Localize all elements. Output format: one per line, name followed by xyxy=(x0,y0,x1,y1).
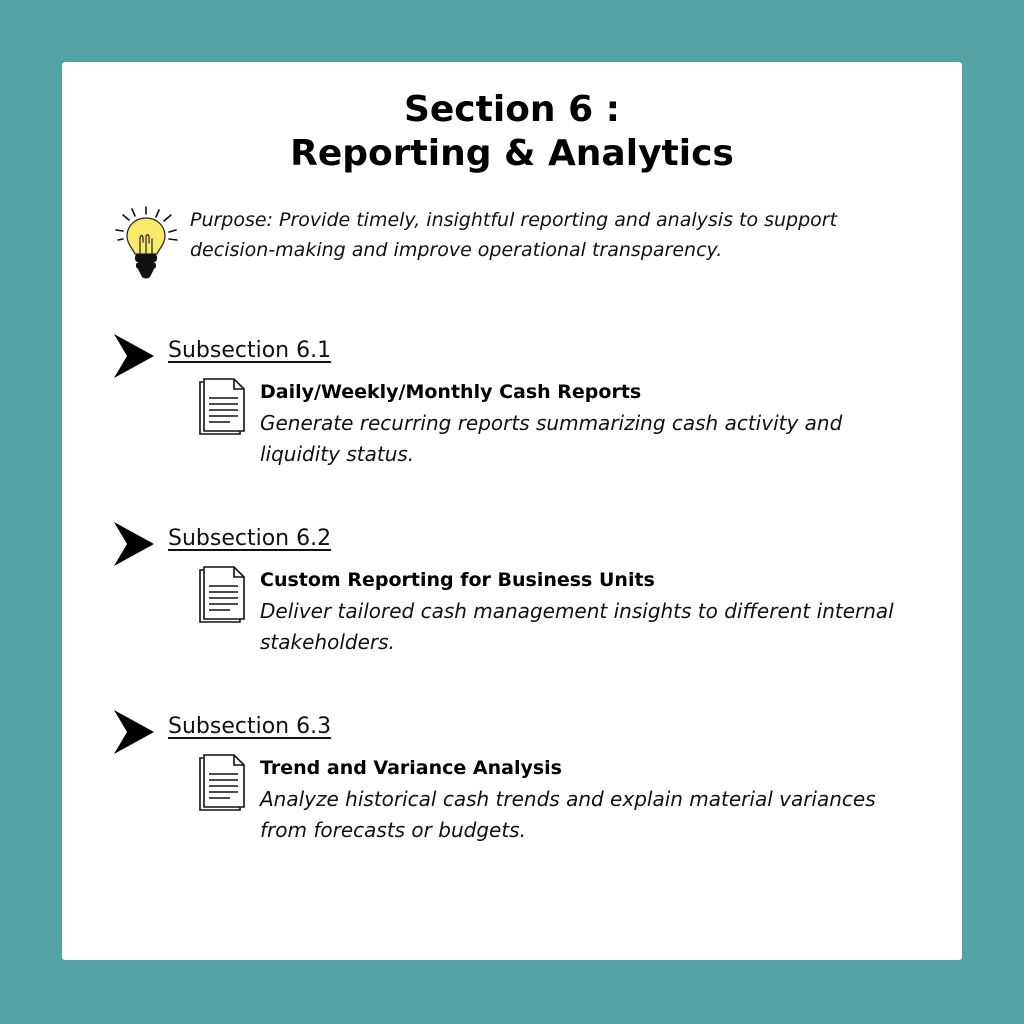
subsection-heading: Subsection 6.1 xyxy=(168,338,332,363)
title-line-2: Reporting & Analytics xyxy=(290,133,734,174)
item-description: Analyze historical cash trends and explain material variances from forecasts or budgets. xyxy=(260,787,876,842)
lightbulb-icon xyxy=(112,206,182,284)
subsection-heading: Subsection 6.2 xyxy=(168,526,332,551)
title-line-1: Section 6 : xyxy=(403,89,621,130)
page-title xyxy=(0,88,1024,176)
document-icon xyxy=(198,566,246,626)
purpose-text: Purpose: Provide timely, insightful reporting and analysis to support decision-making and improve operational transparency. xyxy=(190,209,838,261)
arrow-right-icon xyxy=(114,710,154,754)
item-title: Custom Reporting for Business Units xyxy=(260,569,655,591)
item-title: Trend and Variance Analysis xyxy=(260,757,562,779)
document-icon xyxy=(198,754,246,814)
subsection-heading: Subsection 6.3 xyxy=(168,714,332,739)
item-description: Generate recurring reports summarizing cash activity and liquidity status. xyxy=(260,411,843,466)
item-description: Deliver tailored cash management insights to different internal stakeholders. xyxy=(260,599,894,654)
arrow-right-icon xyxy=(114,334,154,378)
arrow-right-icon xyxy=(114,522,154,566)
document-icon xyxy=(198,378,246,438)
item-title: Daily/Weekly/Monthly Cash Reports xyxy=(260,381,642,403)
